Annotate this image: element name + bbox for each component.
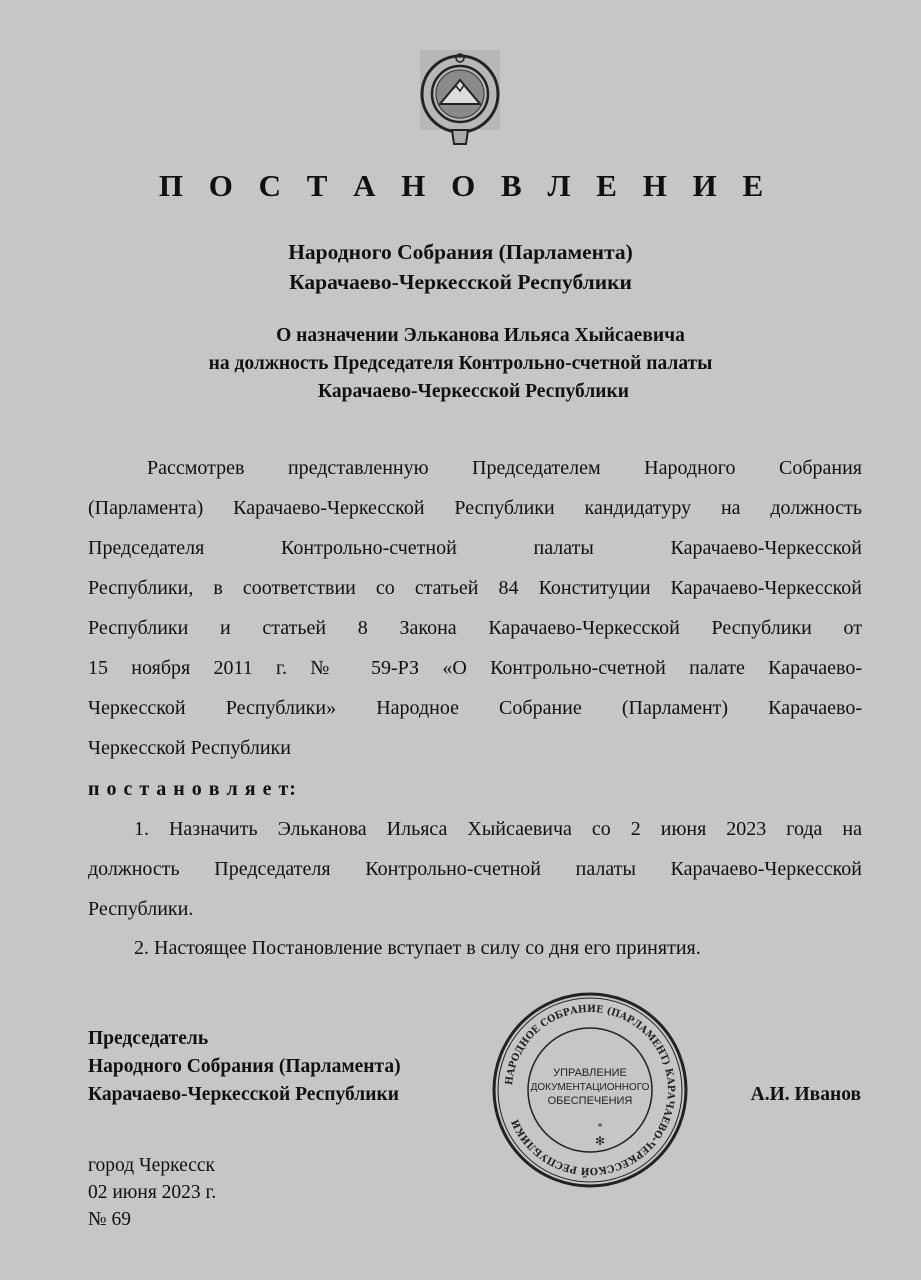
- subject-line-1: О назначении Эльканова Ильяса Хыйсаевича: [276, 325, 685, 346]
- item-2: 2. Настоящее Постановление вступает в силу со дня его принятия.: [134, 937, 701, 959]
- signatory-position-2: Народного Собрания (Парламента): [88, 1056, 401, 1077]
- issuer-line-1: Народного Собрания (Парламента): [288, 240, 633, 264]
- document-title: П О С Т А Н О В Л Е Н И Е: [158, 168, 773, 203]
- item-1-line: Республики.: [88, 898, 194, 920]
- svg-text:✻: ✻: [594, 1134, 606, 1148]
- subject-line-3: Карачаево-Черкесской Республики: [318, 381, 629, 402]
- date: 02 июня 2023 г.: [88, 1182, 217, 1203]
- signatory-name: А.И. Иванов: [750, 1084, 861, 1105]
- preamble-line: Республики и статьей 8 Закона Карачаево-Черкесской Республики от: [88, 617, 862, 639]
- official-seal-stamp: [490, 990, 690, 1190]
- preamble-line: 15 ноября 2011 г. № 59-РЗ «О Контрольно-счетной палате Карачаево-: [88, 657, 862, 679]
- subject-line-2: на должность Председателя Контрольно-счетной палаты: [208, 353, 713, 374]
- signatory-position-1: Председатель: [88, 1028, 209, 1049]
- svg-text:УПРАВЛЕНИЕ: УПРАВЛЕНИЕ: [553, 1067, 627, 1079]
- svg-text:НАРОДНОЕ СОБРАНИЕ (ПАРЛАМЕНТ): НАРОДНОЕ СОБРАНИЕ (ПАРЛАМЕНТ) КАРАЧАЕВО-ЧЕРКЕССКОЙ РЕСПУБЛИКИ: [504, 1003, 677, 1177]
- preamble-line: (Парламента) Карачаево-Черкесской Республики кандидатуру на должность: [88, 497, 862, 519]
- preamble-line: Черкесской Республики» Народное Собрание (Парламент) Карачаево-: [88, 697, 862, 719]
- svg-text:ОБЕСПЕЧЕНИЯ: ОБЕСПЕЧЕНИЯ: [547, 1095, 633, 1107]
- city: город Черкесск: [88, 1155, 215, 1176]
- preamble-line: Республики, в соответствии со статьей 84 Конституции Карачаево-Черкесской: [88, 577, 862, 599]
- svg-text:ДОКУМЕНТАЦИОННОГО: ДОКУМЕНТАЦИОННОГО: [530, 1082, 650, 1093]
- resolves-heading: п о с т а н о в л я е т:: [88, 778, 297, 800]
- preamble-line: Черкесской Республики: [88, 737, 291, 759]
- item-1-line: должность Председателя Контрольно-счетной палаты Карачаево-Черкесской: [88, 858, 862, 880]
- issuer-line-2: Карачаево-Черкесской Республики: [289, 270, 632, 294]
- preamble-line: Председателя Контрольно-счетной палаты Карачаево-Черкесской: [88, 537, 862, 559]
- preamble-line: Рассмотрев представленную Председателем Народного Собрания: [147, 457, 862, 479]
- signatory-position-3: Карачаево-Черкесской Республики: [88, 1084, 399, 1105]
- item-1-line: 1. Назначить Эльканова Ильяса Хыйсаевича со 2 июня 2023 года на: [134, 818, 862, 840]
- emblem-icon: [418, 48, 502, 148]
- document-number: № 69: [88, 1209, 131, 1230]
- svg-text:*: *: [597, 1122, 603, 1133]
